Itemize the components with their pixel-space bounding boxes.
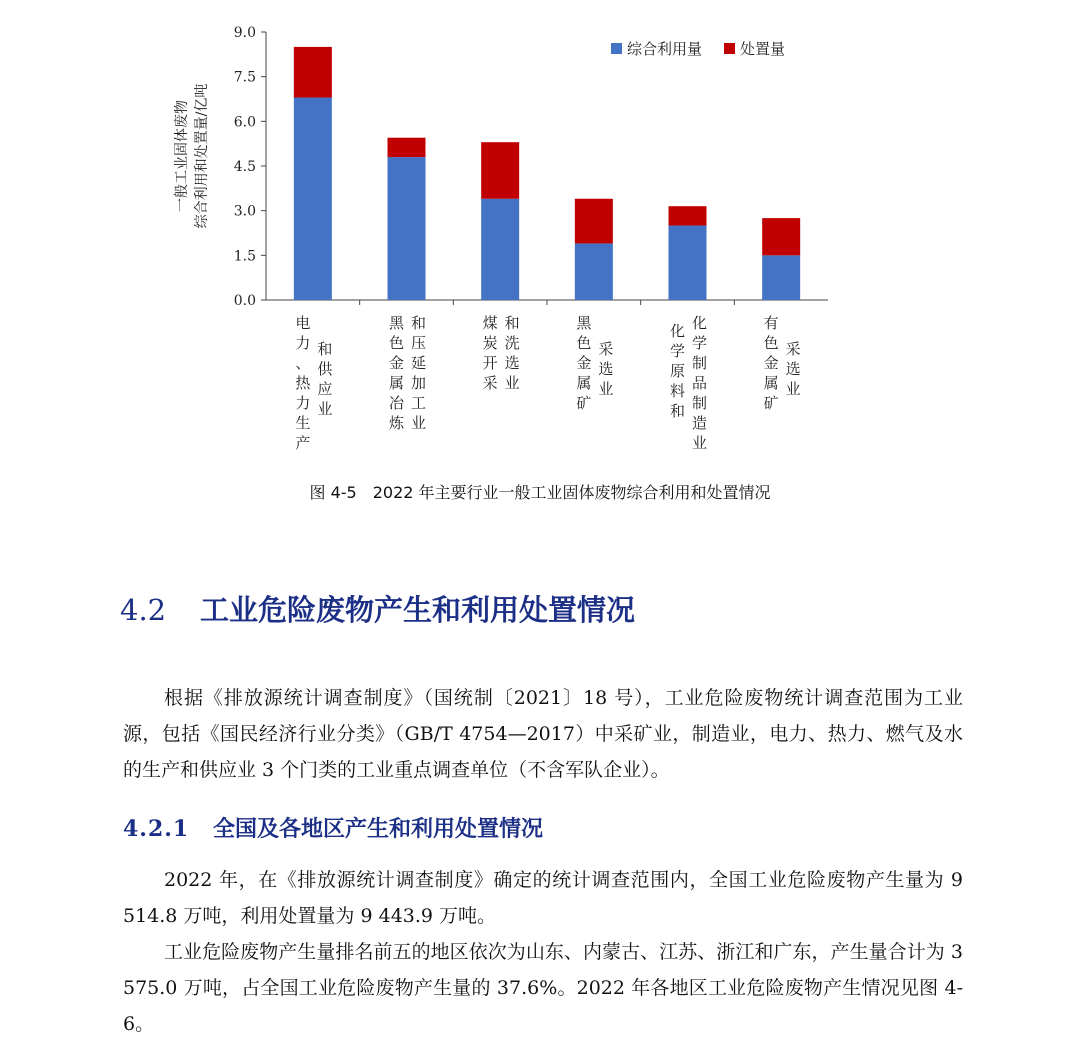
legend-swatch (611, 43, 622, 54)
x-tick-char: 冶 (388, 394, 405, 412)
bar-utilization (669, 226, 707, 300)
paragraph-scope: 根据《排放源统计调查制度》（国统制〔2021〕18 号），工业危险废物统计调查范围为工业源，包括《国民经济行业分类》（GB/T 4754—2017）中采矿业，制造业，电力、热力、燃气及水的生产和供应业 3 个门类的工业重点调查单位（不含军队企业）。 (123, 687, 963, 781)
bar-utilization (388, 157, 426, 300)
x-tick-char: 业 (504, 374, 520, 392)
x-tick-char: 开 (482, 354, 498, 372)
x-tick-char: 属 (388, 374, 405, 392)
bar-utilization (481, 199, 519, 300)
subsection-title: 全国及各地区产生和利用处置情况 (213, 816, 544, 842)
x-tick-char: 制 (691, 394, 708, 412)
bar-disposal (669, 206, 707, 225)
x-tick-label (764, 314, 801, 412)
bar-disposal (762, 218, 800, 255)
x-tick-char: 力 (295, 394, 311, 412)
x-tick-char: 和 (317, 340, 333, 358)
bar-chart (0, 0, 1080, 470)
x-tick-char: 化 (669, 322, 686, 340)
x-tick-char: 和 (504, 314, 520, 332)
x-tick-char: 金 (763, 354, 779, 372)
bar-utilization (294, 98, 332, 300)
x-tick-char: 采 (482, 374, 498, 392)
x-tick-char: 应 (317, 380, 333, 398)
x-tick-char: 压 (410, 334, 427, 352)
section-number: 4.2 (120, 593, 167, 627)
y-tick-label: 0.0 (233, 293, 256, 309)
x-tick-char: 生 (295, 414, 311, 432)
x-tick-char: 业 (410, 414, 427, 432)
x-tick-char: 矿 (576, 394, 592, 412)
bar-utilization (575, 243, 613, 300)
x-tick-char: 矿 (763, 394, 779, 412)
x-tick-char: 金 (576, 354, 592, 372)
x-tick-char: 原 (669, 362, 686, 380)
y-tick-label: 6.0 (233, 114, 256, 131)
bar-utilization (762, 255, 800, 300)
x-tick-char: 业 (598, 380, 614, 398)
x-tick-char: 制 (691, 354, 708, 372)
legend-swatch (724, 43, 735, 54)
x-tick-char: 和 (410, 314, 427, 332)
x-tick-char: 业 (691, 434, 708, 452)
x-tick-label (389, 314, 426, 432)
x-tick-char: 电 (295, 314, 311, 332)
y-tick-label: 3.0 (233, 203, 256, 220)
x-tick-char: 煤 (482, 314, 498, 332)
x-tick-label (670, 314, 707, 452)
x-tick-label (295, 314, 333, 452)
x-tick-char: 加 (410, 374, 427, 392)
x-tick-char: 洗 (504, 334, 520, 352)
x-tick-char: 炭 (482, 334, 498, 352)
bar-disposal (388, 138, 426, 157)
x-tick-char: 热 (295, 374, 311, 392)
x-tick-char: 产 (295, 434, 311, 452)
x-tick-label (576, 314, 613, 412)
y-tick-label: 9.0 (233, 25, 256, 41)
bar-disposal (575, 199, 613, 244)
x-tick-char: 黑 (576, 314, 592, 332)
y-axis-label-line: 一般工业固体废物 (174, 100, 190, 212)
y-axis-label (173, 84, 210, 229)
legend (611, 40, 785, 58)
x-tick-char: 业 (317, 400, 333, 418)
x-tick-char: 采 (598, 340, 614, 358)
x-tick-char: 选 (785, 360, 801, 378)
x-tick-char: 业 (785, 380, 801, 398)
x-tick-char: 品 (691, 374, 708, 392)
x-tick-char: 和 (669, 402, 686, 420)
subsection-number: 4.2.1 (123, 816, 190, 842)
y-tick-label: 1.5 (233, 248, 256, 265)
figure-caption: 图 4-5 2022 年主要行业一般工业固体废物综合利用和处置情况 (309, 483, 771, 502)
paragraph-national-totals: 2022 年，在《排放源统计调查制度》确定的统计调查范围内，全国工业危险废物产生量为 9 514.8 万吨，利用处置量为 9 443.9 万吨。 (123, 869, 963, 927)
x-tick-char: 选 (504, 354, 520, 372)
x-tick-char: 属 (763, 374, 779, 392)
x-tick-char: 色 (763, 334, 779, 352)
x-tick-char: 延 (410, 354, 427, 372)
x-tick-char: 供 (317, 360, 333, 378)
x-tick-char: 色 (576, 334, 592, 352)
subsection-heading (123, 812, 543, 843)
x-tick-char: 学 (691, 334, 708, 352)
paragraph-top-regions: 工业危险废物产生量排名前五的地区依次为山东、内蒙古、江苏、浙江和广东，产生量合计为 3 575.0 万吨，占全国工业危险废物产生量的 37.6%。2022 年各地区工业危险废物产生情况见图 4-6。 (123, 941, 963, 1035)
x-tick-char: 料 (669, 382, 686, 400)
x-tick-char: 力 (295, 334, 311, 352)
x-tick-label (483, 314, 520, 392)
section-heading (120, 588, 635, 629)
x-tick-char: 采 (785, 340, 801, 358)
bar-disposal (294, 47, 332, 98)
legend-label: 综合利用量 (627, 40, 703, 58)
x-tick-char: 工 (410, 394, 427, 412)
x-tick-char: 属 (576, 374, 592, 392)
x-tick-char: 选 (598, 360, 614, 378)
x-tick-char: 、 (295, 354, 311, 372)
x-tick-char: 造 (691, 414, 708, 432)
section-title: 工业危险废物产生和利用处置情况 (200, 593, 636, 627)
y-axis-label-line: 综合利用和处置量/亿吨 (194, 83, 210, 229)
x-tick-char: 黑 (388, 314, 405, 332)
x-tick-char: 炼 (388, 414, 405, 432)
y-tick-label: 4.5 (233, 159, 256, 175)
x-tick-char: 有 (763, 314, 779, 332)
x-tick-char: 色 (388, 334, 405, 352)
y-tick-label: 7.5 (233, 69, 256, 86)
bar-disposal (481, 142, 519, 199)
legend-label: 处置量 (740, 40, 786, 58)
x-tick-char: 金 (388, 354, 405, 372)
x-tick-char: 化 (691, 314, 708, 332)
x-tick-char: 学 (669, 342, 686, 360)
